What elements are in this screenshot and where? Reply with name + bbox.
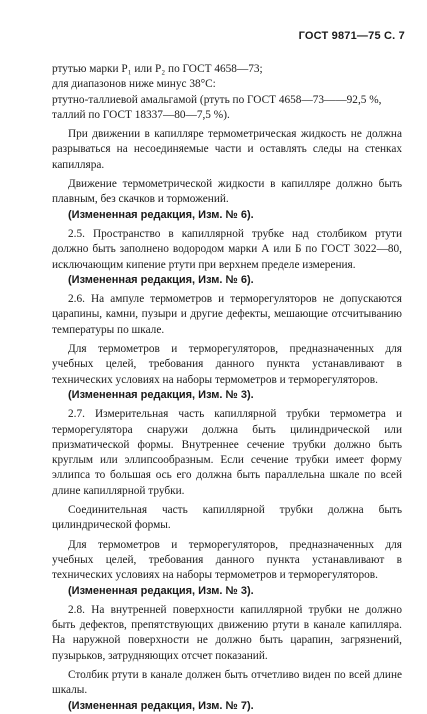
paragraph: 2.5. Пространство в капиллярной трубке над столбиком ртути должно быть заполнено водородом марки А или Б по ГОСТ 3022—80, исключающим кипение ртути при верхнем пределе измерения.	[52, 227, 402, 271]
document-body	[52, 62, 402, 714]
paragraph: Движение термометрической жидкости в капилляре должно быть плавным, без скачков и торможений.	[52, 178, 402, 206]
paragraph: таллий по ГОСТ 18337—80—7,5 %).	[52, 108, 230, 121]
paragraph: 2.8. На внутренней поверхности капиллярной трубки не должно быть дефектов, препятствующих движению ртути в канале капилляра. На наружной поверхности не должно быть царапин, загрязнений, пузырьков, затрудняющих отсчет показаний.	[52, 603, 402, 662]
amendment-note: (Измененная редакция, Изм. № 6).	[68, 273, 254, 286]
amendment-note: (Измененная редакция, Изм. № 3).	[68, 388, 254, 401]
paragraph: ртутью марки Р₁ или Р₂ по ГОСТ 4658—73;	[52, 63, 263, 75]
paragraph: Для термометров и терморегуляторов, предназначенных для учебных целей, требования данного пункта устанавливают в технических условиях на наборы термометров и терморегуляторов.	[52, 343, 402, 386]
paragraph: 2.7. Измерительная часть капиллярной трубки термометра и терморегулятора снаружи должна быть цилиндрической или призматической формы. Внутреннее сечение трубки должно быть круглым или эллипсообразным. Если сечение трубки имеет форму эллипса то большая ось его должна быть параллельна шкале по всей длине капиллярной трубки.	[52, 408, 402, 497]
paragraph: ртутно-таллиевой амальгамой (ртуть по ГОСТ 4658—73——92,5 %,	[52, 93, 382, 106]
page-header: ГОСТ 9871—75 С. 7	[298, 30, 405, 42]
paragraph: Для термометров и терморегуляторов, предназначенных для учебных целей, требования данного пункта устанавливают в технических условиях на наборы термометров и терморегуляторов.	[52, 538, 402, 582]
paragraph: 2.6. На ампуле термометров и терморегуляторов не допускаются царапины, камни, пузыри и другие дефекты, мешающие отсчитыванию температуры по шкале.	[52, 293, 402, 336]
paragraph: Столбик ртути в канале должен быть отчетливо виден по всей длине шкалы.	[52, 668, 402, 697]
amendment-note: (Измененная редакция, Изм. № 3).	[68, 584, 254, 597]
paragraph: При движении в капилляре термометрическая жидкость не должна разрываться на несоединяемые части и оставлять следы на стенках капилляра.	[52, 128, 402, 171]
amendment-note: (Измененная редакция, Изм. № 7).	[68, 699, 254, 712]
paragraph: для диапазонов ниже минус 38°С:	[52, 78, 216, 91]
paragraph: Соединительная часть капиллярной трубки должна быть цилиндрической формы.	[52, 504, 402, 532]
amendment-note: (Измененная редакция, Изм. № 6).	[68, 208, 254, 221]
